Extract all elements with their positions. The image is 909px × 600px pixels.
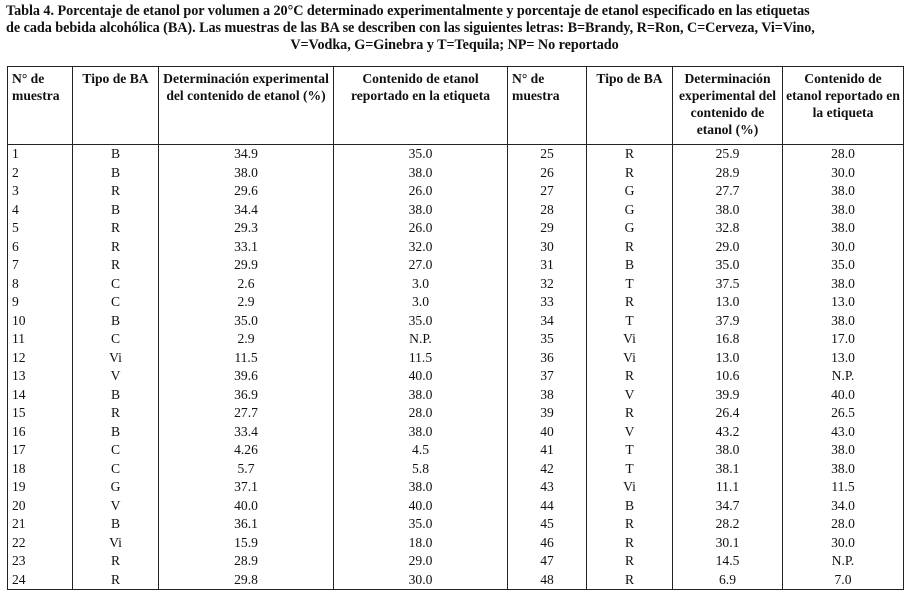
label-value: N.P. <box>334 330 508 349</box>
experimental-value: 37.5 <box>673 275 783 294</box>
table-row <box>8 571 904 590</box>
table-row <box>8 386 904 405</box>
beverage-type: R <box>587 534 673 553</box>
beverage-type: Vi <box>73 349 159 368</box>
header-experimental: Determinación experimental del contenido de etanol (%) <box>159 67 334 145</box>
label-value: 38.0 <box>334 478 508 497</box>
label-value: 26.0 <box>334 182 508 201</box>
sample-number: 35 <box>508 330 587 349</box>
experimental-value: 11.1 <box>673 478 783 497</box>
experimental-value: 28.2 <box>673 515 783 534</box>
sample-number: 3 <box>8 182 73 201</box>
label-value: 11.5 <box>334 349 508 368</box>
experimental-value: 28.9 <box>159 552 334 571</box>
beverage-type: R <box>73 219 159 238</box>
experimental-value: 10.6 <box>673 367 783 386</box>
beverage-type: R <box>73 256 159 275</box>
label-value: 17.0 <box>783 330 904 349</box>
experimental-value: 36.1 <box>159 515 334 534</box>
experimental-value: 34.7 <box>673 497 783 516</box>
label-value: 35.0 <box>783 256 904 275</box>
beverage-type: R <box>587 552 673 571</box>
beverage-type: B <box>73 164 159 183</box>
sample-number: 33 <box>508 293 587 312</box>
beverage-type: R <box>73 182 159 201</box>
beverage-type: R <box>587 293 673 312</box>
table-row <box>8 515 904 534</box>
table-row <box>8 441 904 460</box>
label-value: 38.0 <box>334 164 508 183</box>
beverage-type: R <box>587 238 673 257</box>
beverage-type: R <box>587 145 673 164</box>
label-value: 38.0 <box>334 423 508 442</box>
experimental-value: 29.9 <box>159 256 334 275</box>
sample-number: 32 <box>508 275 587 294</box>
sample-number: 10 <box>8 312 73 331</box>
label-value: N.P. <box>783 367 904 386</box>
beverage-type: T <box>587 275 673 294</box>
sample-number: 19 <box>8 478 73 497</box>
label-value: 43.0 <box>783 423 904 442</box>
table-row <box>8 293 904 312</box>
sample-number: 48 <box>508 571 587 590</box>
sample-number: 14 <box>8 386 73 405</box>
table-row <box>8 201 904 220</box>
sample-number: 37 <box>508 367 587 386</box>
sample-number: 4 <box>8 201 73 220</box>
label-value: N.P. <box>783 552 904 571</box>
label-value: 38.0 <box>783 275 904 294</box>
sample-number: 43 <box>508 478 587 497</box>
table-row <box>8 256 904 275</box>
sample-number: 9 <box>8 293 73 312</box>
beverage-type: V <box>73 497 159 516</box>
label-value: 35.0 <box>334 312 508 331</box>
sample-number: 22 <box>8 534 73 553</box>
label-value: 30.0 <box>783 534 904 553</box>
beverage-type: T <box>587 441 673 460</box>
sample-number: 23 <box>8 552 73 571</box>
experimental-value: 37.1 <box>159 478 334 497</box>
label-value: 13.0 <box>783 349 904 368</box>
experimental-value: 35.0 <box>159 312 334 331</box>
sample-number: 18 <box>8 460 73 479</box>
experimental-value: 30.1 <box>673 534 783 553</box>
experimental-value: 5.7 <box>159 460 334 479</box>
caption-line-1: Tabla 4. Porcentaje de etanol por volumen a 20°C determinado experimentalmente y porcentaje de etanol especificado en las etiquetas <box>6 3 810 19</box>
sample-number: 2 <box>8 164 73 183</box>
sample-number: 12 <box>8 349 73 368</box>
label-value: 38.0 <box>783 312 904 331</box>
table-row <box>8 145 904 164</box>
experimental-value: 2.6 <box>159 275 334 294</box>
beverage-type: B <box>587 497 673 516</box>
sample-number: 25 <box>508 145 587 164</box>
experimental-value: 36.9 <box>159 386 334 405</box>
table-row <box>8 312 904 331</box>
label-value: 38.0 <box>783 460 904 479</box>
beverage-type: C <box>73 460 159 479</box>
sample-number: 28 <box>508 201 587 220</box>
beverage-type: R <box>587 367 673 386</box>
beverage-type: V <box>73 367 159 386</box>
label-value: 28.0 <box>783 515 904 534</box>
experimental-value: 43.2 <box>673 423 783 442</box>
table-row <box>8 238 904 257</box>
label-value: 38.0 <box>783 441 904 460</box>
experimental-value: 15.9 <box>159 534 334 553</box>
experimental-value: 2.9 <box>159 293 334 312</box>
beverage-type: Vi <box>587 330 673 349</box>
label-value: 35.0 <box>334 145 508 164</box>
beverage-type: Vi <box>587 349 673 368</box>
table-row <box>8 534 904 553</box>
label-value: 4.5 <box>334 441 508 460</box>
sample-number: 26 <box>508 164 587 183</box>
sample-number: 13 <box>8 367 73 386</box>
beverage-type: R <box>587 404 673 423</box>
experimental-value: 26.4 <box>673 404 783 423</box>
experimental-value: 33.1 <box>159 238 334 257</box>
beverage-type: T <box>587 460 673 479</box>
beverage-type: R <box>73 238 159 257</box>
label-value: 26.5 <box>783 404 904 423</box>
experimental-value: 16.8 <box>673 330 783 349</box>
beverage-type: R <box>587 164 673 183</box>
experimental-value: 4.26 <box>159 441 334 460</box>
label-value: 30.0 <box>783 238 904 257</box>
table-row <box>8 404 904 423</box>
label-value: 18.0 <box>334 534 508 553</box>
sample-number: 44 <box>508 497 587 516</box>
sample-number: 21 <box>8 515 73 534</box>
beverage-type: R <box>73 404 159 423</box>
beverage-type: C <box>73 330 159 349</box>
label-value: 38.0 <box>334 201 508 220</box>
experimental-value: 27.7 <box>159 404 334 423</box>
sample-number: 29 <box>508 219 587 238</box>
table-row <box>8 349 904 368</box>
label-value: 38.0 <box>783 219 904 238</box>
experimental-value: 38.0 <box>159 164 334 183</box>
header-sample-2: N° de muestra <box>508 67 587 145</box>
label-value: 40.0 <box>334 367 508 386</box>
label-value: 34.0 <box>783 497 904 516</box>
header-experimental-2: Determinación experimental del contenido de etanol (%) <box>673 67 783 145</box>
table-row <box>8 164 904 183</box>
label-value: 11.5 <box>783 478 904 497</box>
sample-number: 8 <box>8 275 73 294</box>
header-type-2: Tipo de BA <box>587 67 673 145</box>
beverage-type: Vi <box>587 478 673 497</box>
label-value: 7.0 <box>783 571 904 590</box>
beverage-type: G <box>73 478 159 497</box>
experimental-value: 29.3 <box>159 219 334 238</box>
label-value: 26.0 <box>334 219 508 238</box>
label-value: 5.8 <box>334 460 508 479</box>
experimental-value: 14.5 <box>673 552 783 571</box>
table-row <box>8 275 904 294</box>
sample-number: 39 <box>508 404 587 423</box>
experimental-value: 27.7 <box>673 182 783 201</box>
sample-number: 36 <box>508 349 587 368</box>
experimental-value: 11.5 <box>159 349 334 368</box>
experimental-value: 32.8 <box>673 219 783 238</box>
experimental-value: 38.0 <box>673 201 783 220</box>
beverage-type: V <box>587 386 673 405</box>
sample-number: 30 <box>508 238 587 257</box>
label-value: 32.0 <box>334 238 508 257</box>
caption-line-3: V=Vodka, G=Ginebra y T=Tequila; NP= No reportado <box>290 37 619 53</box>
sample-number: 17 <box>8 441 73 460</box>
label-value: 27.0 <box>334 256 508 275</box>
sample-number: 40 <box>508 423 587 442</box>
label-value: 30.0 <box>783 164 904 183</box>
table-row <box>8 367 904 386</box>
sample-number: 38 <box>508 386 587 405</box>
label-value: 29.0 <box>334 552 508 571</box>
beverage-type: C <box>73 293 159 312</box>
label-value: 38.0 <box>334 386 508 405</box>
sample-number: 45 <box>508 515 587 534</box>
label-value: 35.0 <box>334 515 508 534</box>
sample-number: 6 <box>8 238 73 257</box>
beverage-type: R <box>587 515 673 534</box>
label-value: 13.0 <box>783 293 904 312</box>
experimental-value: 39.6 <box>159 367 334 386</box>
beverage-type: B <box>73 423 159 442</box>
experimental-value: 40.0 <box>159 497 334 516</box>
beverage-type: Vi <box>73 534 159 553</box>
header-label-content-2: Contenido de etanol reportado en la etiqueta <box>783 67 904 145</box>
experimental-value: 29.6 <box>159 182 334 201</box>
experimental-value: 25.9 <box>673 145 783 164</box>
beverage-type: B <box>73 515 159 534</box>
sample-number: 24 <box>8 571 73 590</box>
label-value: 28.0 <box>334 404 508 423</box>
sample-number: 27 <box>508 182 587 201</box>
beverage-type: B <box>73 312 159 331</box>
experimental-value: 35.0 <box>673 256 783 275</box>
sample-number: 5 <box>8 219 73 238</box>
beverage-type: R <box>73 552 159 571</box>
beverage-type: B <box>587 256 673 275</box>
header-sample: N° de muestra <box>8 67 73 145</box>
beverage-type: C <box>73 275 159 294</box>
sample-number: 16 <box>8 423 73 442</box>
experimental-value: 28.9 <box>673 164 783 183</box>
beverage-type: G <box>587 182 673 201</box>
table-row <box>8 330 904 349</box>
sample-number: 34 <box>508 312 587 331</box>
label-value: 38.0 <box>783 201 904 220</box>
beverage-type: G <box>587 201 673 220</box>
caption-line-2: de cada bebida alcohólica (BA). Las muestras de las BA se describen con las siguientes letras: B=Brandy, R=Ron, C=Cerveza, Vi=Vino, <box>6 20 815 36</box>
experimental-value: 38.0 <box>673 441 783 460</box>
beverage-type: G <box>587 219 673 238</box>
experimental-value: 34.9 <box>159 145 334 164</box>
experimental-value: 33.4 <box>159 423 334 442</box>
beverage-type: C <box>73 441 159 460</box>
beverage-type: R <box>73 571 159 590</box>
sample-number: 1 <box>8 145 73 164</box>
experimental-value: 38.1 <box>673 460 783 479</box>
experimental-value: 37.9 <box>673 312 783 331</box>
table-row <box>8 182 904 201</box>
experimental-value: 29.0 <box>673 238 783 257</box>
beverage-type: B <box>73 201 159 220</box>
header-label-content: Contenido de etanol reportado en la etiqueta <box>334 67 508 145</box>
table-row <box>8 460 904 479</box>
experimental-value: 29.8 <box>159 571 334 590</box>
beverage-type: B <box>73 386 159 405</box>
header-type: Tipo de BA <box>73 67 159 145</box>
sample-number: 15 <box>8 404 73 423</box>
beverage-type: V <box>587 423 673 442</box>
label-value: 40.0 <box>783 386 904 405</box>
table-row <box>8 478 904 497</box>
beverage-type: R <box>587 571 673 590</box>
beverage-type: B <box>73 145 159 164</box>
sample-number: 7 <box>8 256 73 275</box>
sample-number: 11 <box>8 330 73 349</box>
beverage-type: T <box>587 312 673 331</box>
experimental-value: 39.9 <box>673 386 783 405</box>
label-value: 28.0 <box>783 145 904 164</box>
sample-number: 47 <box>508 552 587 571</box>
experimental-value: 34.4 <box>159 201 334 220</box>
experimental-value: 13.0 <box>673 349 783 368</box>
ethanol-table <box>7 66 904 590</box>
experimental-value: 13.0 <box>673 293 783 312</box>
label-value: 40.0 <box>334 497 508 516</box>
table-caption <box>6 3 903 54</box>
sample-number: 31 <box>508 256 587 275</box>
sample-number: 46 <box>508 534 587 553</box>
header-row <box>8 67 904 145</box>
sample-number: 41 <box>508 441 587 460</box>
experimental-value: 2.9 <box>159 330 334 349</box>
table-row <box>8 497 904 516</box>
table-row <box>8 552 904 571</box>
label-value: 3.0 <box>334 275 508 294</box>
sample-number: 42 <box>508 460 587 479</box>
sample-number: 20 <box>8 497 73 516</box>
table-row <box>8 423 904 442</box>
table-row <box>8 219 904 238</box>
label-value: 38.0 <box>783 182 904 201</box>
experimental-value: 6.9 <box>673 571 783 590</box>
label-value: 30.0 <box>334 571 508 590</box>
table-body <box>8 145 904 590</box>
label-value: 3.0 <box>334 293 508 312</box>
